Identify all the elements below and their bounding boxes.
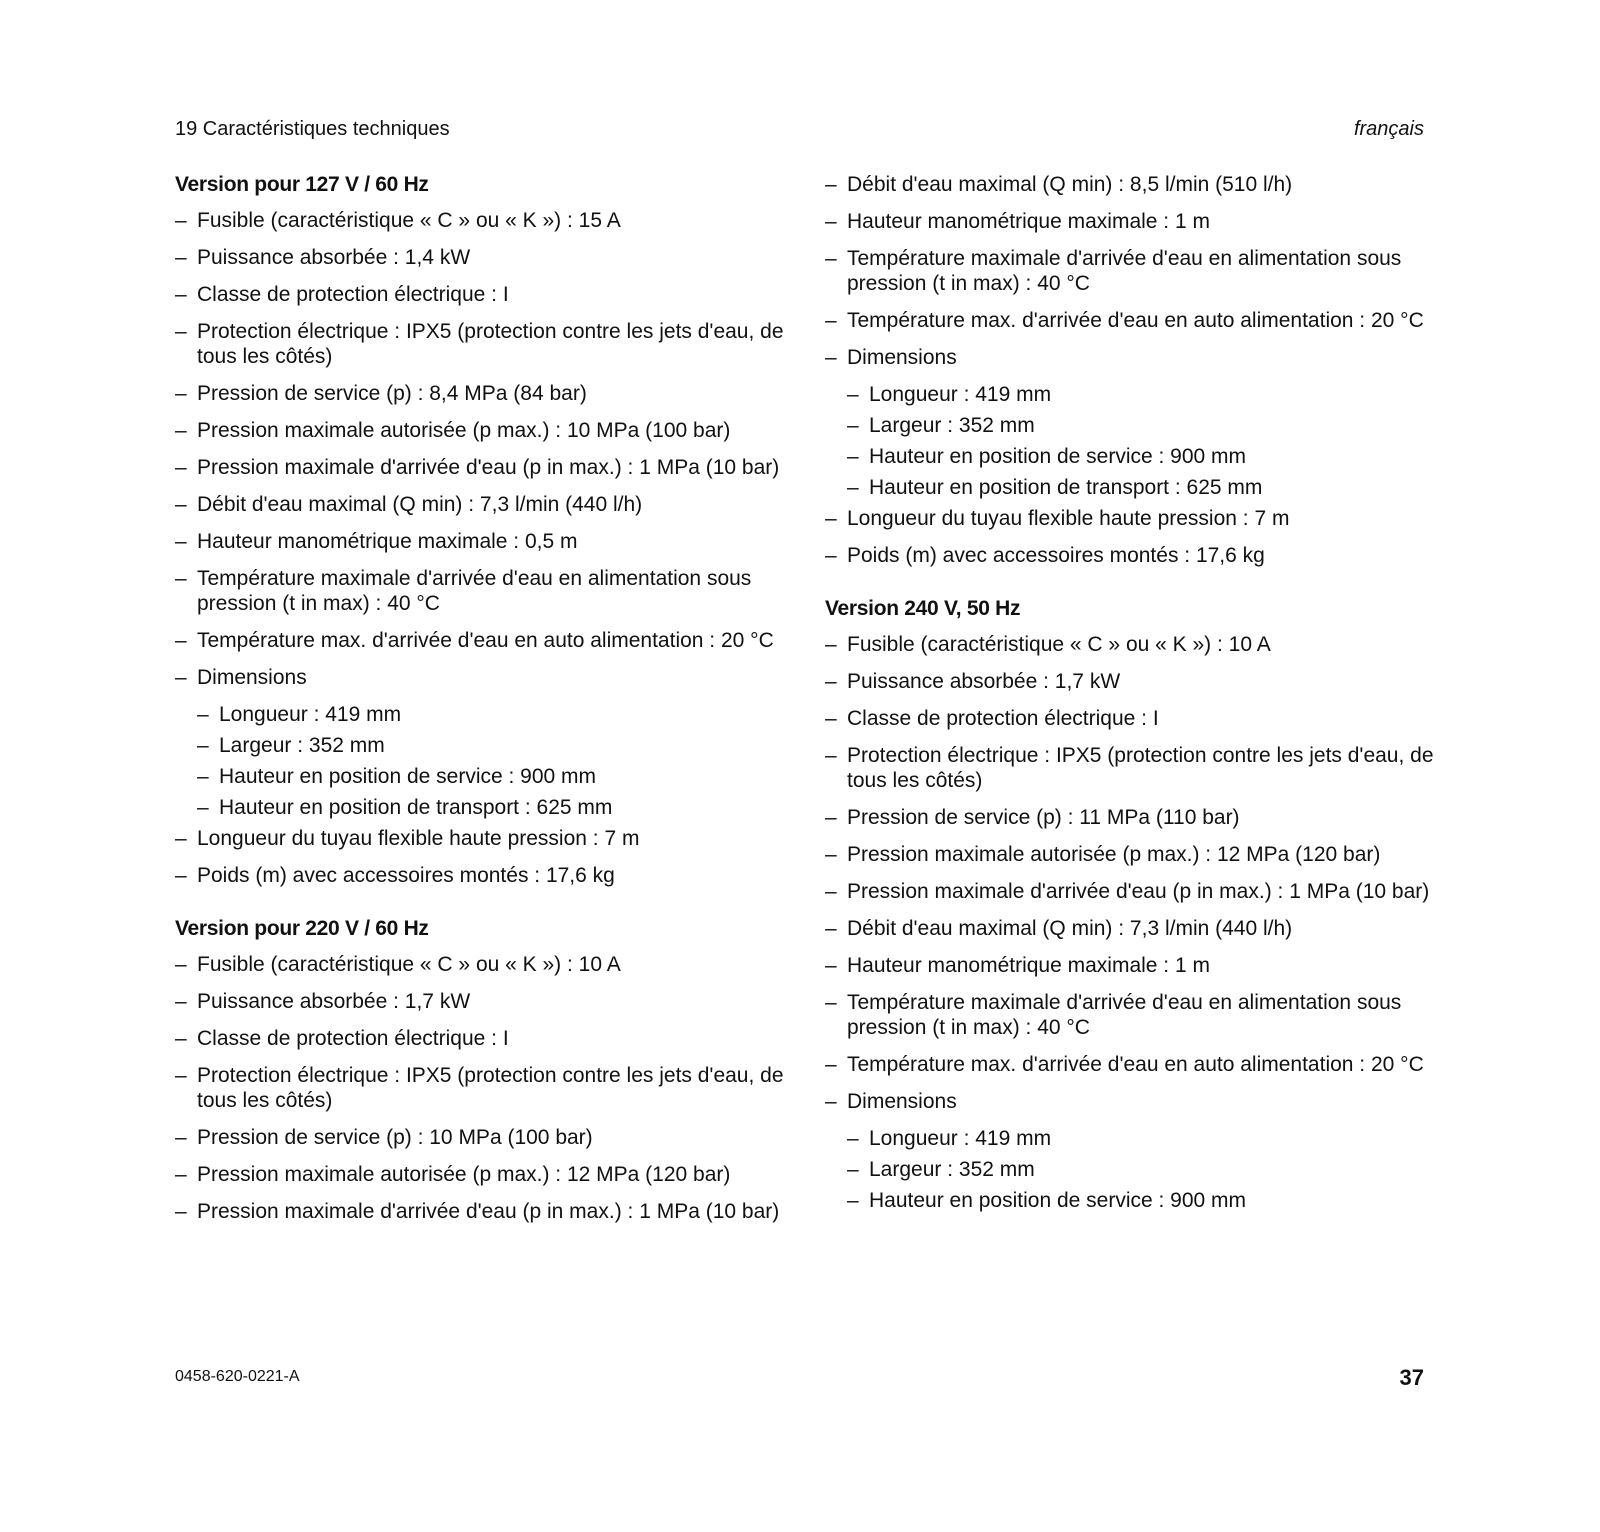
list-item: – Hauteur manométrique maximale : 0,5 m	[175, 529, 785, 554]
dimensions-label: Dimensions	[847, 1090, 957, 1113]
list-item: – Débit d'eau maximal (Q min) : 7,3 l/min (440 l/h)	[175, 492, 785, 517]
page-header-language: français	[1353, 118, 1424, 140]
dimensions-label: Dimensions	[197, 666, 307, 689]
list-item: – Pression maximale d'arrivée d'eau (p in max.) : 1 MPa (10 bar)	[175, 455, 785, 480]
list-item-dimensions	[825, 345, 1435, 500]
list-item: – Température maximale d'arrivée d'eau en alimentation sous pression (t in max) : 40 °C	[825, 246, 1435, 296]
list-item: – Longueur du tuyau flexible haute pression : 7 m	[825, 506, 1435, 531]
list-item: – Pression maximale autorisée (p max.) : 12 MPa (120 bar)	[825, 842, 1435, 867]
list-item-dimensions	[175, 665, 785, 820]
spec-list	[175, 952, 785, 1224]
dimensions-label: Dimensions	[847, 346, 957, 369]
list-item: – Fusible (caractéristique « C » ou « K ») : 10 A	[175, 952, 785, 977]
list-item: – Classe de protection électrique : I	[825, 706, 1435, 731]
list-item: – Débit d'eau maximal (Q min) : 7,3 l/min (440 l/h)	[825, 916, 1435, 941]
list-item: – Hauteur manométrique maximale : 1 m	[825, 209, 1435, 234]
spec-list-continued	[825, 172, 1435, 568]
list-item-dimensions	[825, 1089, 1435, 1213]
list-item: – Pression maximale autorisée (p max.) : 12 MPa (120 bar)	[175, 1162, 785, 1187]
dimensions-list	[197, 702, 785, 820]
sub-list-item: – Hauteur en position de service : 900 mm	[197, 764, 785, 789]
list-item: – Pression maximale d'arrivée d'eau (p in max.) : 1 MPa (10 bar)	[175, 1199, 785, 1224]
list-item: – Fusible (caractéristique « C » ou « K ») : 10 A	[825, 632, 1435, 657]
sub-list-item: – Largeur : 352 mm	[197, 733, 785, 758]
section-title: Version 240 V, 50 Hz	[825, 597, 1021, 620]
list-item: – Protection électrique : IPX5 (protection contre les jets d'eau, de tous les côtés)	[175, 1063, 785, 1113]
list-item: – Pression maximale d'arrivée d'eau (p in max.) : 1 MPa (10 bar)	[825, 879, 1435, 904]
list-item: – Puissance absorbée : 1,7 kW	[825, 669, 1435, 694]
list-item: – Température max. d'arrivée d'eau en auto alimentation : 20 °C	[825, 308, 1435, 333]
sub-list-item: – Largeur : 352 mm	[847, 413, 1435, 438]
sub-list-item: – Longueur : 419 mm	[847, 382, 1435, 407]
list-item: – Température max. d'arrivée d'eau en auto alimentation : 20 °C	[825, 1052, 1435, 1077]
sub-list-item: – Hauteur en position de transport : 625 mm	[847, 475, 1435, 500]
sub-list-item: – Longueur : 419 mm	[197, 702, 785, 727]
list-item: – Fusible (caractéristique « C » ou « K ») : 15 A	[175, 208, 785, 233]
sub-list-item: – Largeur : 352 mm	[847, 1157, 1435, 1182]
sub-list-item: – Hauteur en position de service : 900 mm	[847, 1188, 1435, 1213]
spec-list	[175, 208, 785, 888]
list-item: – Protection électrique : IPX5 (protection contre les jets d'eau, de tous les côtés)	[825, 743, 1435, 793]
list-item: – Hauteur manométrique maximale : 1 m	[825, 953, 1435, 978]
list-item: – Protection électrique : IPX5 (protection contre les jets d'eau, de tous les côtés)	[175, 319, 785, 369]
right-column	[825, 172, 1435, 1213]
page-header-chapter: 19 Caractéristiques techniques	[175, 118, 450, 140]
list-item: – Pression de service (p) : 11 MPa (110 bar)	[825, 805, 1435, 830]
page-number: 37	[1399, 1365, 1424, 1390]
list-item: – Puissance absorbée : 1,4 kW	[175, 245, 785, 270]
list-item: – Puissance absorbée : 1,7 kW	[175, 989, 785, 1014]
list-item: – Débit d'eau maximal (Q min) : 8,5 l/min (510 l/h)	[825, 172, 1435, 197]
list-item: – Température maximale d'arrivée d'eau en alimentation sous pression (t in max) : 40 °C	[825, 990, 1435, 1040]
list-item: – Température maximale d'arrivée d'eau en alimentation sous pression (t in max) : 40 °C	[175, 566, 785, 616]
spec-list	[825, 632, 1435, 1213]
list-item: – Classe de protection électrique : I	[175, 1026, 785, 1051]
dimensions-list	[847, 382, 1435, 500]
list-item: – Pression de service (p) : 10 MPa (100 bar)	[175, 1125, 785, 1150]
list-item: – Température max. d'arrivée d'eau en auto alimentation : 20 °C	[175, 628, 785, 653]
dimensions-list	[847, 1126, 1435, 1213]
sub-list-item: – Longueur : 419 mm	[847, 1126, 1435, 1151]
sub-list-item: – Hauteur en position de service : 900 mm	[847, 444, 1435, 469]
section-title: Version pour 220 V / 60 Hz	[175, 917, 429, 940]
list-item: – Classe de protection électrique : I	[175, 282, 785, 307]
section-title: Version pour 127 V / 60 Hz	[175, 173, 429, 196]
list-item: – Longueur du tuyau flexible haute pression : 7 m	[175, 826, 785, 851]
list-item: – Pression de service (p) : 8,4 MPa (84 bar)	[175, 381, 785, 406]
list-item: – Poids (m) avec accessoires montés : 17,6 kg	[825, 543, 1435, 568]
document-number: 0458-620-0221-A	[175, 1368, 300, 1385]
list-item: – Pression maximale autorisée (p max.) : 10 MPa (100 bar)	[175, 418, 785, 443]
left-column	[175, 172, 785, 1236]
sub-list-item: – Hauteur en position de transport : 625 mm	[197, 795, 785, 820]
list-item: – Poids (m) avec accessoires montés : 17,6 kg	[175, 863, 785, 888]
